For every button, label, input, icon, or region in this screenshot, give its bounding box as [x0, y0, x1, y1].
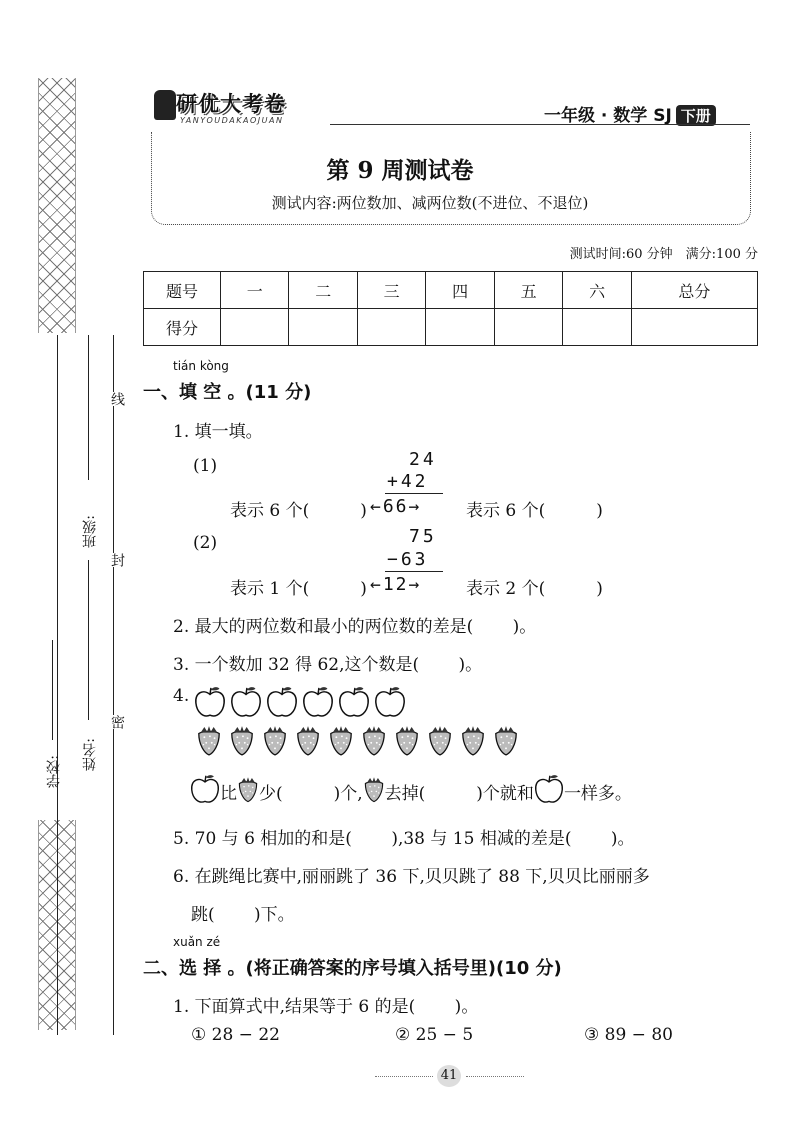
q4-text4: 一样多。 — [563, 784, 632, 804]
cut-mark-line: 线 — [109, 392, 125, 406]
apple-icon — [338, 684, 370, 724]
q1a-right: 表示 6 个( ) — [466, 501, 603, 521]
binding-pattern-top — [38, 78, 76, 333]
q4-sentence — [190, 772, 632, 811]
logo-subtext: YANYOUDAKAOJUAN — [180, 116, 284, 125]
q5-text: 5. 70 与 6 相加的和是( ),38 与 15 相减的差是( )。 — [173, 829, 635, 849]
score-header-row — [144, 272, 758, 309]
strawberry-icon — [262, 724, 288, 760]
binding-line-left — [57, 335, 58, 1035]
score-input[interactable] — [289, 309, 357, 346]
s2-q1-text: 1. 下面算式中,结果等于 6 的是( )。 — [173, 997, 479, 1017]
q3-text: 3. 一个数加 32 得 62,这个数是( )。 — [173, 655, 483, 675]
score-input[interactable] — [494, 309, 562, 346]
fist-icon — [154, 90, 176, 120]
school-label: 学校: — [46, 755, 62, 788]
strawberry-icon — [295, 724, 321, 760]
score-cell: 六 — [563, 272, 631, 309]
section2-title: 二、选 择 。(将正确答案的序号填入括号里)(10 分) — [143, 958, 562, 979]
q1-label: 1. 填一填。 — [173, 422, 263, 442]
binding-line-right — [113, 335, 114, 1035]
footer-rule-right — [466, 1076, 524, 1077]
apple-icon — [190, 772, 220, 811]
q2-text: 2. 最大的两位数和最小的两位数的差是( )。 — [173, 617, 537, 637]
strawberry-icon — [229, 724, 255, 760]
score-input[interactable] — [221, 309, 289, 346]
score-input[interactable] — [631, 309, 757, 346]
apple-icon — [230, 684, 262, 724]
q4-text3: 去掉( )个就和 — [384, 784, 534, 804]
cut-mark-close: 密 — [109, 715, 125, 729]
footer-rule-left — [375, 1076, 433, 1077]
name-blank — [88, 560, 89, 720]
score-cell: 二 — [289, 272, 357, 309]
score-cell: 四 — [426, 272, 494, 309]
strawberry-icon — [328, 724, 354, 760]
class-blank — [88, 335, 89, 480]
score-input[interactable] — [357, 309, 425, 346]
score-row-label: 得分 — [144, 309, 221, 346]
q1a-left: 表示 6 个( ) — [230, 501, 367, 521]
q1b-top: 75 — [409, 526, 437, 547]
q4-text1: 比 — [220, 784, 237, 804]
class-label: 班级: — [82, 515, 98, 548]
strawberry-icon — [363, 775, 385, 808]
apple-icon — [534, 772, 564, 811]
q4-text2: 少( )个, — [259, 784, 363, 804]
test-content: 测试内容:两位数加、减两位数(不进位、不退位) — [271, 194, 589, 212]
apple-icon — [302, 684, 334, 724]
publisher-logo — [150, 88, 325, 132]
option-1: ① 28 − 22 — [191, 1025, 280, 1045]
logo-text: 研优大考卷 — [176, 92, 286, 116]
score-value-row — [144, 309, 758, 346]
q1b-left: 表示 1 个( ) — [230, 579, 367, 599]
score-table — [143, 271, 758, 346]
cut-mark-seal: 封 — [109, 553, 125, 567]
section1-title: 一、填 空 。(11 分) — [143, 382, 312, 403]
q1b-number: (2) — [193, 533, 218, 553]
score-cell: 总分 — [631, 272, 757, 309]
q1b-right: 表示 2 个( ) — [466, 579, 603, 599]
q1a-bottom: +42 — [387, 471, 429, 492]
q1b-result: ←12→ — [370, 574, 422, 595]
apple-icon — [194, 684, 226, 724]
option-3: ③ 89 − 80 — [584, 1025, 673, 1045]
strawberry-icon — [460, 724, 486, 760]
apple-icon — [266, 684, 298, 724]
q1a-top: 24 — [409, 449, 437, 470]
strawberry-icon — [361, 724, 387, 760]
apple-row — [194, 684, 406, 724]
q1a-rule — [385, 493, 443, 494]
strawberry-icon — [237, 775, 259, 808]
name-label: 姓名: — [82, 738, 98, 771]
strawberry-icon — [427, 724, 453, 760]
q1b-bottom: −63 — [387, 549, 429, 570]
header-rule — [330, 124, 750, 125]
school-blank — [52, 640, 53, 740]
strawberry-row — [196, 724, 519, 760]
q4-number: 4. — [173, 686, 190, 706]
page-number: 41 — [437, 1065, 461, 1087]
score-cell: 三 — [357, 272, 425, 309]
q6-text-line1: 6. 在跳绳比赛中,丽丽跳了 36 下,贝贝跳了 88 下,贝贝比丽丽多 — [173, 867, 650, 887]
strawberry-icon — [196, 724, 222, 760]
score-cell: 一 — [221, 272, 289, 309]
section1-pinyin: tián kòng — [173, 359, 229, 373]
score-cell: 题号 — [144, 272, 221, 309]
grade-text: 一年级 · 数学 SJ — [544, 106, 672, 126]
score-cell: 五 — [494, 272, 562, 309]
time-info: 测试时间:60 分钟 满分:100 分 — [569, 247, 758, 262]
score-input[interactable] — [563, 309, 631, 346]
grade-label — [544, 101, 716, 126]
section2-pinyin: xuǎn zé — [173, 935, 221, 949]
score-input[interactable] — [426, 309, 494, 346]
option-2: ② 25 − 5 — [395, 1025, 474, 1045]
volume-badge: 下册 — [676, 105, 716, 126]
apple-icon — [374, 684, 406, 724]
strawberry-icon — [493, 724, 519, 760]
page-title: 第 9 周测试卷 — [326, 157, 474, 184]
q1a-number: (1) — [193, 456, 218, 476]
strawberry-icon — [394, 724, 420, 760]
q1a-result: ←66→ — [370, 496, 422, 517]
q1b-rule — [385, 571, 443, 572]
q6-text-line2: 跳( )下。 — [191, 905, 295, 925]
